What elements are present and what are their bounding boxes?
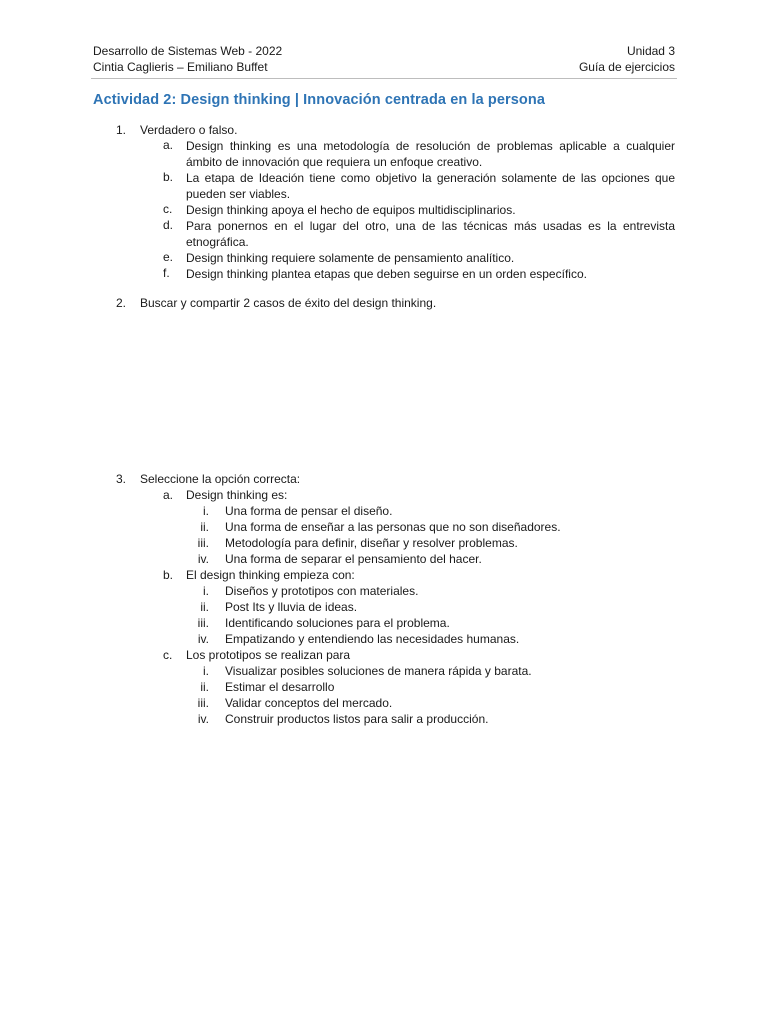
option-text: Una forma de enseñar a las personas que no son diseñadores. — [225, 520, 561, 534]
group-c — [163, 647, 675, 663]
group-a — [163, 487, 675, 503]
group-label: a. — [163, 488, 174, 502]
item-label: e. — [163, 250, 174, 264]
option-label: i. — [203, 584, 209, 598]
item-label: a. — [163, 138, 174, 152]
header-row-2 — [93, 59, 675, 75]
option-label: ii. — [200, 520, 209, 534]
question-number: 3. — [116, 472, 127, 486]
item-text: Design thinking apoya el hecho de equipos multidisciplinarios. — [186, 203, 516, 217]
question-text: Verdadero o falso. — [140, 123, 238, 137]
header-divider — [91, 78, 677, 79]
option-text: Diseños y prototipos con materiales. — [225, 584, 419, 598]
question-text: Seleccione la opción correcta: — [140, 472, 301, 486]
option-text: Una forma de separar el pensamiento del hacer. — [225, 552, 482, 566]
option-text: Identificando soluciones para el problema. — [225, 616, 450, 630]
item-text: Design thinking es una metodología de resolución de problemas aplicable a cualquier ámbito de innovación que requiera un enfoque creativo. — [186, 139, 675, 169]
item-text: Design thinking plantea etapas que deben seguirse en un orden específico. — [186, 267, 587, 281]
question-number: 1. — [116, 123, 127, 137]
option-label: iii. — [197, 616, 209, 630]
item-label: d. — [163, 218, 174, 232]
option-label: iv. — [197, 552, 209, 566]
item-label: b. — [163, 170, 174, 184]
option-text: Validar conceptos del mercado. — [225, 696, 393, 710]
item-text: Design thinking requiere solamente de pensamiento analítico. — [186, 251, 515, 265]
question-number: 2. — [116, 296, 127, 310]
group-b — [163, 567, 675, 583]
option-label: ii. — [200, 600, 209, 614]
group-text: Los prototipos se realizan para — [186, 648, 351, 662]
option-text: Estimar el desarrollo — [225, 680, 335, 694]
option-text: Post Its y lluvia de ideas. — [225, 600, 358, 614]
option-label: iii. — [197, 536, 209, 550]
option-label: i. — [203, 664, 209, 678]
option-text: Empatizando y entendiendo las necesidades humanas. — [225, 632, 520, 646]
group-text: Design thinking es: — [186, 488, 288, 502]
option-label: iv. — [197, 712, 209, 726]
group-text: El design thinking empieza con: — [186, 568, 355, 582]
item-label: c. — [163, 202, 173, 216]
item-text: La etapa de Ideación tiene como objetivo la generación solamente de las opciones que pueden ser viables. — [186, 171, 675, 201]
item-label: f. — [163, 266, 170, 280]
guide-label: Guía de ejercicios — [578, 60, 675, 74]
group-label: b. — [163, 568, 174, 582]
option-label: iv. — [197, 632, 209, 646]
option-label: iii. — [197, 696, 209, 710]
option-text: Visualizar posibles soluciones de manera rápida y barata. — [225, 664, 532, 678]
question-text: Buscar y compartir 2 casos de éxito del design thinking. — [140, 296, 437, 310]
option-text: Metodología para definir, diseñar y resolver problemas. — [225, 536, 518, 550]
header-row-1 — [93, 43, 675, 59]
page-header — [93, 43, 675, 75]
option-text: Construir productos listos para salir a producción. — [225, 712, 489, 726]
course-title: Desarrollo de Sistemas Web - 2022 — [93, 44, 283, 58]
option-label: ii. — [200, 680, 209, 694]
activity-title: Actividad 2: Design thinking | Innovación centrada en la persona — [93, 92, 545, 108]
group-label: c. — [163, 648, 173, 662]
option-label: i. — [203, 504, 209, 518]
unit-label: Unidad 3 — [626, 44, 675, 58]
option-text: Una forma de pensar el diseño. — [225, 504, 393, 518]
authors: Cintia Caglieris – Emiliano Buffet — [93, 60, 268, 74]
item-text: Para ponernos en el lugar del otro, una de las técnicas más usadas es la entrevista etnográfica. — [186, 219, 675, 249]
